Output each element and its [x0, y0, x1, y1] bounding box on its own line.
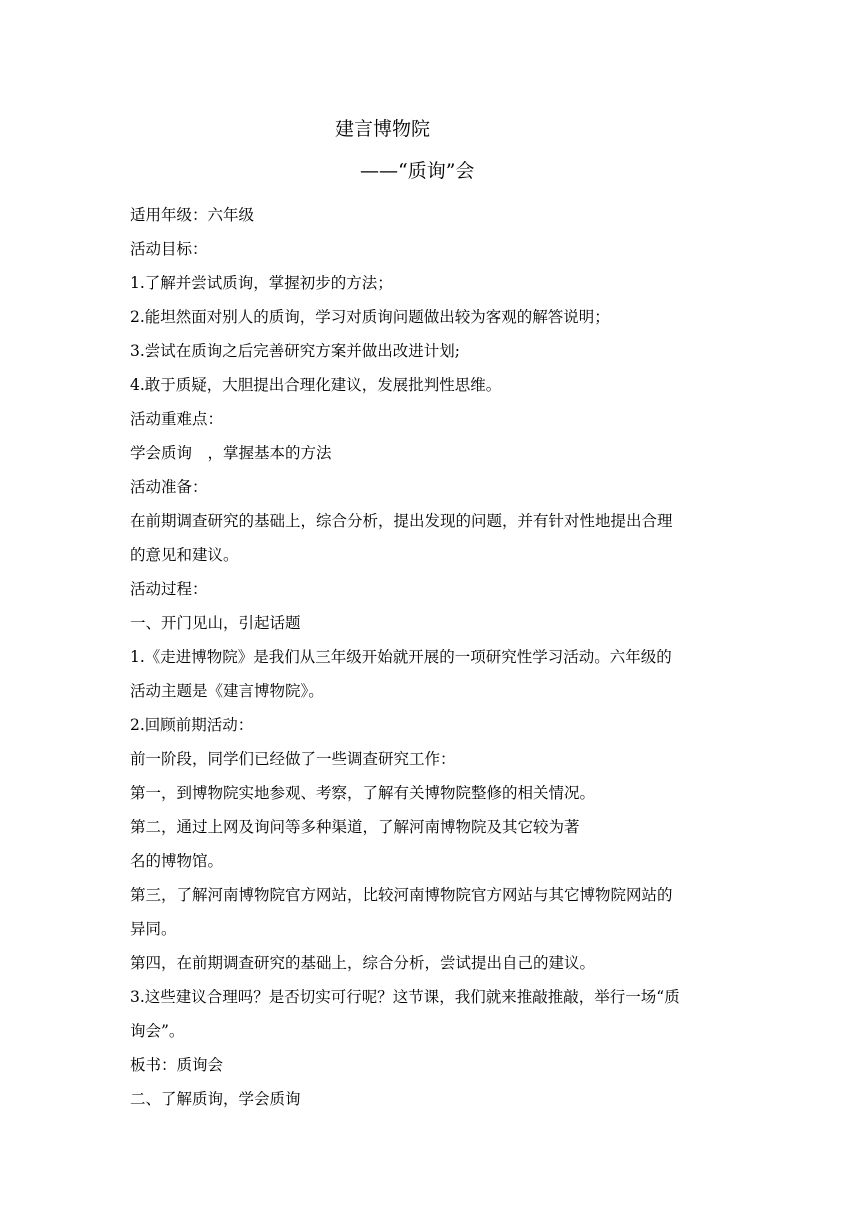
text-line: 二、了解质询，学会质询	[130, 1090, 301, 1108]
text-line: 1.了解并尝试质询，掌握初步的方法；	[130, 274, 393, 292]
text-line: 在前期调查研究的基础上，综合分析，提出发现的问题，并有针对性地提出合理	[130, 512, 673, 530]
document-subtitle: ——“质询”会	[360, 160, 475, 182]
text-line: 询会”。	[130, 1022, 185, 1040]
text-line: 2.回顾前期活动：	[130, 716, 254, 734]
text-line: 4.敢于质疑，大胆提出合理化建议，发展批判性思维。	[130, 376, 502, 394]
text-line: 活动重难点：	[130, 410, 224, 428]
text-line: 名的博物馆。	[130, 852, 224, 870]
text-line: 第三，了解河南博物院官方网站，比较河南博物院官方网站与其它博物院网站的	[130, 886, 673, 904]
text-line: 异同。	[130, 920, 177, 938]
text-line: 第一，到博物院实地参观、考察，了解有关博物院整修的相关情况。	[130, 784, 596, 802]
text-line: 一、开门见山，引起话题	[130, 614, 301, 632]
document-title: 建言博物院	[335, 118, 431, 140]
text-line: 适用年级：六年级	[130, 206, 255, 224]
text-line: 活动目标：	[130, 240, 208, 258]
text-line: 3.尝试在质询之后完善研究方案并做出改进计划;	[130, 342, 461, 360]
text-line: 活动准备：	[130, 478, 208, 496]
text-line: 2.能坦然面对别人的质询，学习对质询问题做出较为客观的解答说明；	[130, 308, 610, 326]
text-line: 1.《走进博物院》是我们从三年级开始就开展的一项研究性学习活动。六年级的	[130, 648, 672, 666]
text-line: 的意见和建议。	[130, 546, 239, 564]
text-line: 活动主题是《建言博物院》。	[130, 682, 324, 700]
text-line: 板书：质询会	[130, 1056, 224, 1074]
document-body	[130, 198, 730, 1116]
text-line: 第四，在前期调查研究的基础上，综合分析，尝试提出自己的建议。	[130, 954, 596, 972]
text-line: 学会质询 ，掌握基本的方法	[130, 444, 332, 462]
text-line: 活动过程：	[130, 580, 208, 598]
text-line: 3.这些建议合理吗？是否切实可行呢？这节课，我们就来推敲推敲，举行一场“质	[130, 988, 680, 1006]
text-line: 第二，通过上网及询问等多种渠道，了解河南博物院及其它较为著	[130, 818, 580, 836]
text-line: 前一阶段，同学们已经做了一些调查研究工作：	[130, 750, 456, 768]
